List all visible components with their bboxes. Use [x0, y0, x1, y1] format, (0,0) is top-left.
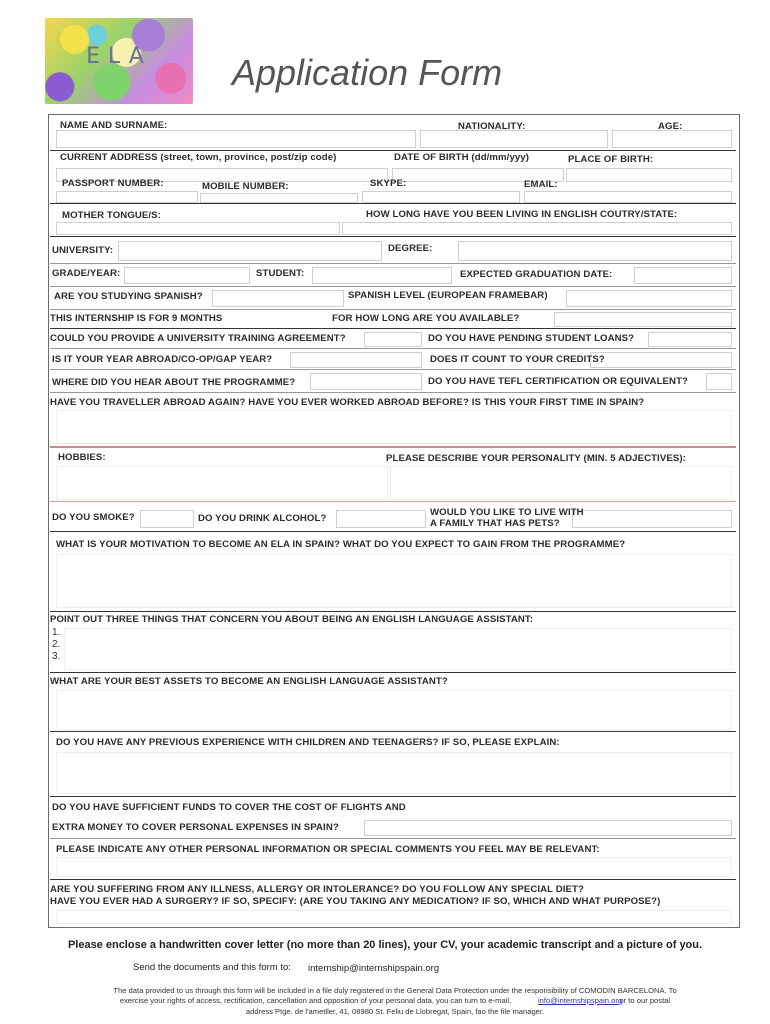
training-label: COULD YOU PROVIDE A UNIVERSITY TRAINING AGREEMENT?: [50, 333, 346, 344]
hobbies-textarea[interactable]: [56, 466, 388, 500]
name-label: NAME AND SURNAME:: [60, 120, 168, 131]
row-divider: [50, 501, 736, 502]
degree-label: DEGREE:: [388, 243, 433, 254]
page-title: Application Form: [232, 52, 503, 93]
pets-label-2: A FAMILY THAT HAS PETS?: [430, 518, 560, 529]
spanish-level-input[interactable]: [566, 290, 732, 307]
spanish-level-label: SPANISH LEVEL (EUROPEAN FRAMEBAR): [348, 290, 548, 301]
smoke-input[interactable]: [140, 510, 194, 528]
row-divider: [50, 309, 736, 310]
other-info-label: PLEASE INDICATE ANY OTHER PERSONAL INFORMATION OR SPECIAL COMMENTS YOU FEEL MAY BE RELEVANT:: [56, 844, 600, 855]
concern-number-1: 1.: [52, 627, 61, 638]
enclose-note: Please enclose a handwritten cover letter (no more than 20 lines), your CV, your academic transcript and a picture of you.: [67, 939, 703, 951]
experience-textarea[interactable]: [56, 752, 732, 794]
loans-label: DO YOU HAVE PENDING STUDENT LOANS?: [428, 333, 635, 344]
concern-number-2: 2.: [52, 639, 61, 650]
other-info-textarea[interactable]: [56, 857, 732, 877]
training-input[interactable]: [364, 332, 422, 347]
illness-textarea[interactable]: [56, 910, 732, 924]
funds-input[interactable]: [364, 820, 732, 836]
legal-line-2-text: exercise your rights of access, rectification, cancellation and opposition of your personal data, you can turn to e-mail,: [119, 996, 512, 1006]
row-divider: [50, 369, 736, 370]
send-email-link[interactable]: internship@internshipspain.org: [308, 963, 440, 974]
surgery-label: HAVE YOU EVER HAD A SURGERY? IF SO, SPECIFY: (ARE YOU TAKING ANY MEDICATION? IF SO, WHICH AND WHAT PURPOSE?): [50, 896, 661, 907]
assets-label: WHAT ARE YOUR BEST ASSETS TO BECOME AN ENGLISH LANGUAGE ASSISTANT?: [50, 676, 448, 687]
row-divider: [50, 328, 736, 329]
motivation-label: WHAT IS YOUR MOTIVATION TO BECOME AN ELA IN SPAIN? WHAT DO YOU EXPECT TO GAIN FROM THE PROGRAMME?: [56, 539, 626, 550]
mother-tongue-label: MOTHER TONGUE/S:: [62, 210, 161, 221]
how-long-input[interactable]: [342, 222, 732, 235]
grade-input[interactable]: [124, 267, 250, 284]
student-input[interactable]: [312, 267, 452, 284]
tefl-label: DO YOU HAVE TEFL CERTIFICATION OR EQUIVALENT?: [428, 376, 688, 387]
send-note: Send the documents and this form to:: [133, 962, 291, 973]
experience-label: DO YOU HAVE ANY PREVIOUS EXPERIENCE WITH CHILDREN AND TEENAGERS? IF SO, PLEASE EXPLAIN:: [56, 737, 560, 748]
illness-label: ARE YOU SUFFERING FROM ANY ILLNESS, ALLERGY OR INTOLERANCE? DO YOU FOLLOW ANY SPECIAL DIET?: [50, 884, 584, 895]
row-divider: [50, 150, 736, 151]
skype-input[interactable]: [362, 191, 520, 203]
pob-label: PLACE OF BIRTH:: [568, 154, 654, 165]
passport-input[interactable]: [56, 191, 198, 203]
row-divider: [50, 672, 736, 673]
pets-label-1: WOULD YOU LIKE TO LIVE WITH: [430, 507, 584, 518]
hear-input[interactable]: [310, 373, 422, 390]
studying-spanish-input[interactable]: [212, 290, 344, 307]
legal-notice: [70, 986, 720, 1017]
passport-label: PASSPORT NUMBER:: [62, 178, 164, 189]
row-divider: [50, 236, 736, 237]
row-divider: [50, 263, 736, 264]
grade-label: GRADE/YEAR:: [52, 268, 121, 279]
pets-input[interactable]: [572, 510, 732, 528]
funds-label-1: DO YOU HAVE SUFFICIENT FUNDS TO COVER THE COST OF FLIGHTS AND: [52, 802, 406, 813]
credits-label: DOES IT COUNT TO YOUR CREDITS?: [430, 354, 605, 365]
assets-textarea[interactable]: [56, 690, 732, 730]
row-divider: [50, 203, 736, 204]
mother-tongue-input[interactable]: [56, 222, 340, 235]
age-label: AGE:: [658, 121, 683, 132]
pob-input[interactable]: [566, 168, 732, 182]
internship-label: THIS INTERNSHIP IS FOR 9 MONTHS: [50, 313, 223, 324]
tefl-input[interactable]: [706, 373, 732, 390]
alcohol-label: DO YOU DRINK ALCOHOL?: [198, 513, 327, 524]
legal-email-link[interactable]: info@internshipspain.org: [538, 996, 623, 1005]
university-input[interactable]: [118, 241, 382, 261]
year-abroad-input[interactable]: [290, 352, 422, 368]
concern-number-3: 3.: [52, 651, 61, 662]
name-input[interactable]: [56, 130, 416, 148]
concern-textarea[interactable]: [64, 628, 732, 670]
nationality-input[interactable]: [420, 130, 608, 148]
available-label: FOR HOW LONG ARE YOU AVAILABLE?: [332, 313, 520, 324]
row-divider: [50, 286, 736, 287]
ela-logo: [45, 18, 193, 104]
student-label: STUDENT:: [256, 268, 305, 279]
row-divider: [50, 531, 736, 532]
credits-input[interactable]: [590, 352, 732, 368]
personality-textarea[interactable]: [390, 466, 732, 500]
travelled-textarea[interactable]: [56, 410, 732, 444]
row-divider: [50, 731, 736, 732]
nationality-label: NATIONALITY:: [458, 121, 526, 132]
how-long-label: HOW LONG HAVE YOU BEEN LIVING IN ENGLISH COUTRY/STATE:: [366, 209, 678, 220]
row-divider: [50, 392, 736, 393]
legal-line-2-tail: or to our postal: [619, 996, 671, 1006]
smoke-label: DO YOU SMOKE?: [52, 512, 135, 523]
funds-label-2: EXTRA MONEY TO COVER PERSONAL EXPENSES IN SPAIN?: [52, 822, 339, 833]
age-input[interactable]: [612, 130, 732, 148]
logo-text: ELA: [86, 44, 152, 69]
mobile-input[interactable]: [200, 193, 358, 203]
legal-line-3: address Ptge. de l'ametller, 41, 08980 St. Feliu de Llobregat, Spain, fao the file manager.: [245, 1006, 545, 1016]
alcohol-input[interactable]: [336, 510, 426, 528]
concern-label: POINT OUT THREE THINGS THAT CONCERN YOU ABOUT BEING AN ENGLISH LANGUAGE ASSISTANT:: [50, 614, 534, 625]
degree-input[interactable]: [458, 241, 732, 261]
mobile-label: MOBILE NUMBER:: [202, 181, 289, 192]
graduation-label: EXPECTED GRADUATION DATE:: [460, 269, 613, 280]
dob-label: DATE OF BIRTH (dd/mm/yyy): [394, 152, 530, 163]
year-abroad-label: IS IT YOUR YEAR ABROAD/CO-OP/GAP YEAR?: [52, 354, 273, 365]
legal-line-2: [70, 996, 720, 1006]
row-divider: [50, 879, 736, 880]
graduation-input[interactable]: [634, 267, 732, 284]
row-divider: [50, 838, 736, 839]
personality-label: PLEASE DESCRIBE YOUR PERSONALITY (MIN. 5 ADJECTIVES):: [386, 453, 686, 464]
skype-label: SKYPE:: [370, 178, 407, 189]
motivation-textarea[interactable]: [56, 554, 732, 608]
email-label: EMAIL:: [524, 179, 558, 190]
row-divider: [50, 348, 736, 349]
row-divider: [50, 611, 736, 612]
row-divider: [50, 446, 736, 448]
row-divider: [50, 796, 736, 797]
university-label: UNIVERSITY:: [52, 245, 114, 256]
legal-line-1: The data provided to us through this form will be included in a file duly registered in the General Data Protection under the responsibility of COMODIN BARCELONA. To: [113, 986, 677, 995]
loans-input[interactable]: [648, 332, 732, 347]
address-label: CURRENT ADDRESS (street, town, province, post/zip code): [60, 152, 337, 163]
hobbies-label: HOBBIES:: [58, 452, 106, 463]
studying-spanish-label: ARE YOU STUDYING SPANISH?: [54, 291, 203, 302]
email-input[interactable]: [524, 191, 732, 203]
hear-label: WHERE DID YOU HEAR ABOUT THE PROGRAMME?: [52, 377, 296, 388]
travelled-label: HAVE YOU TRAVELLER ABROAD AGAIN? HAVE YOU EVER WORKED ABROAD BEFORE? IS THIS YOUR FIRST TIME IN SPAIN?: [50, 397, 645, 408]
available-input[interactable]: [554, 312, 732, 327]
